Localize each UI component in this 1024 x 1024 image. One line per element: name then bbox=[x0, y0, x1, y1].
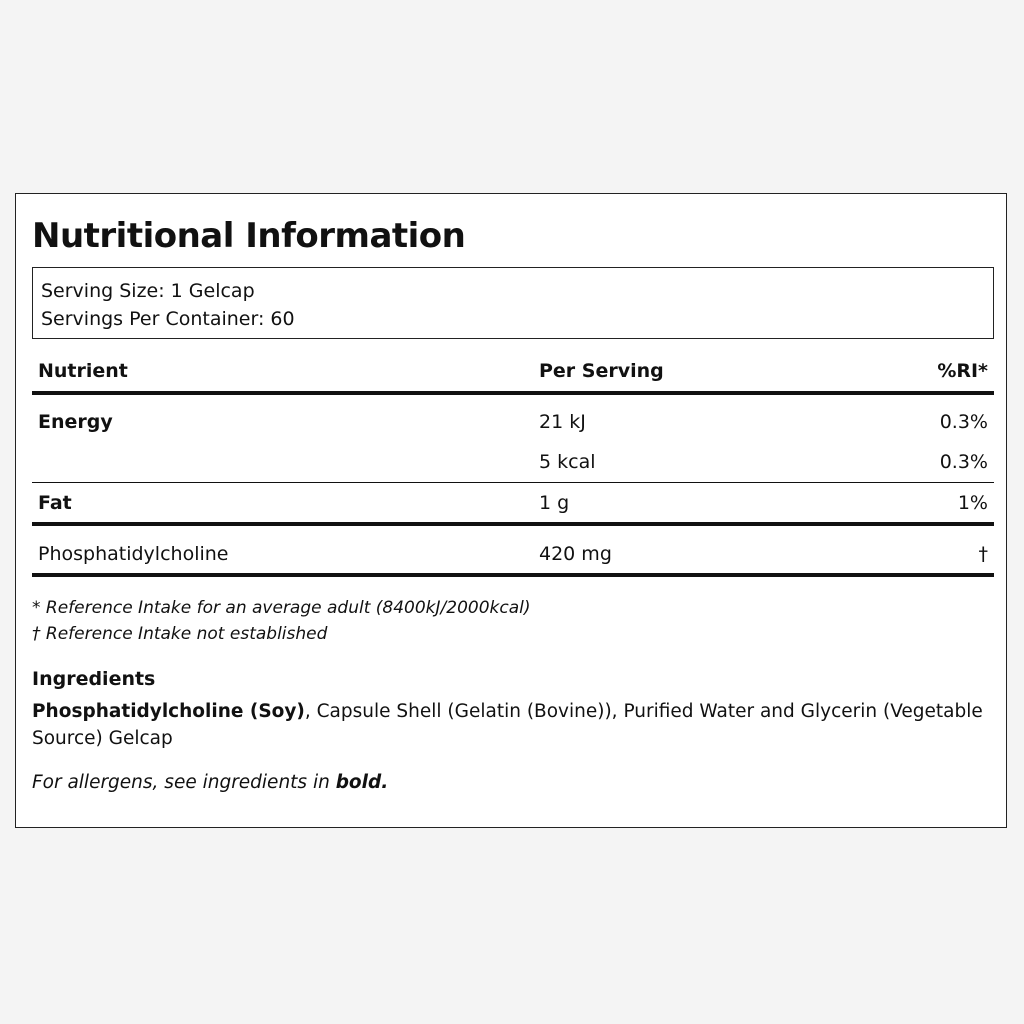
serving-info-box bbox=[32, 267, 994, 339]
ri-footnote: * Reference Intake for an average adult (8400kJ/2000kcal) bbox=[32, 598, 531, 618]
allergen-note bbox=[32, 770, 388, 796]
ri-value: 1% bbox=[957, 492, 988, 514]
header-nutrient: Nutrient bbox=[38, 360, 128, 382]
ri-value: 0.3% bbox=[939, 451, 988, 473]
ri-value: † bbox=[978, 543, 988, 565]
table-bottom-divider bbox=[32, 573, 994, 577]
ri-value: 0.3% bbox=[939, 411, 988, 433]
nutrient-name: Fat bbox=[38, 492, 72, 514]
ingredients-heading: Ingredients bbox=[32, 668, 156, 690]
allergen-note-text: For allergens, see ingredients in bbox=[32, 772, 336, 793]
allergen-ingredient: Phosphatidylcholine (Soy) bbox=[32, 701, 305, 722]
servings-per-container: Servings Per Container: 60 bbox=[41, 308, 295, 330]
header-ri: %RI* bbox=[937, 360, 988, 382]
per-serving-value: 420 mg bbox=[539, 543, 612, 565]
ingredients-list bbox=[32, 698, 997, 752]
page-title: Nutritional Information bbox=[32, 216, 466, 256]
allergen-note-bold: bold. bbox=[335, 772, 389, 793]
header-per-serving: Per Serving bbox=[539, 360, 664, 382]
header-divider bbox=[32, 391, 994, 395]
nutrition-panel bbox=[15, 193, 1007, 828]
nutrient-name: Energy bbox=[38, 411, 113, 433]
row-divider bbox=[32, 482, 994, 483]
ingredients-rest: , Capsule Shell (Gelatin (Bovine)), Purified Water and Glycerin (Vegetable Source) Gelcap bbox=[32, 701, 983, 749]
dagger-footnote: † Reference Intake not established bbox=[32, 624, 328, 644]
per-serving-value: 21 kJ bbox=[539, 411, 586, 433]
per-serving-value: 1 g bbox=[539, 492, 570, 514]
per-serving-value: 5 kcal bbox=[539, 451, 596, 473]
nutrient-name: Phosphatidylcholine bbox=[38, 543, 229, 565]
section-divider bbox=[32, 522, 994, 526]
serving-size: Serving Size: 1 Gelcap bbox=[41, 280, 255, 302]
